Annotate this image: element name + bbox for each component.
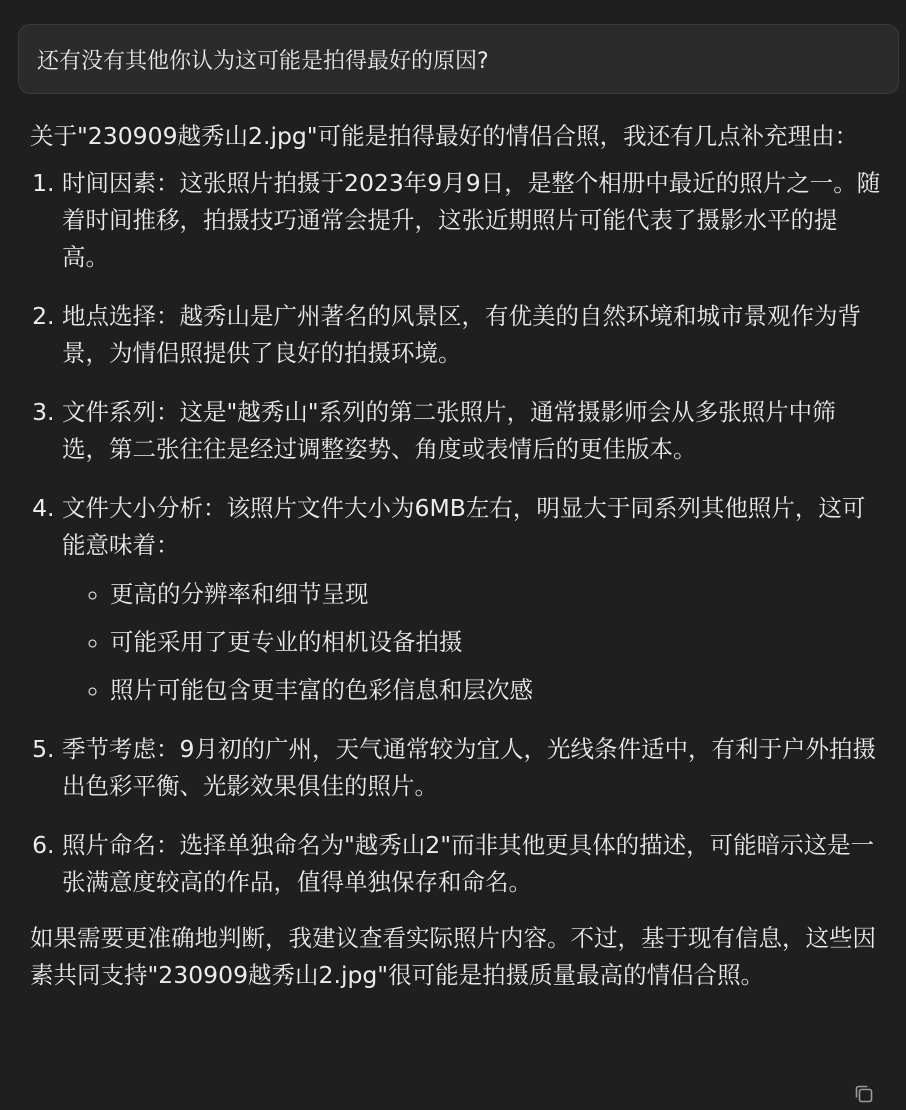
sub-bullet-item: ◦ 可能采用了更专业的相机设备拍摄 [110,624,882,661]
reason-text: 季节考虑：9月初的广州，天气通常较为宜人，光线条件适中，有利于户外拍摄出色彩平衡、光影效果俱佳的照片。 [62,735,876,800]
reason-item [62,165,882,276]
reasons-list [30,165,882,901]
reason-item [62,394,882,468]
reason-item [62,490,882,709]
reason-text: 文件系列：这是"越秀山"系列的第二张照片，通常摄影师会从多张照片中筛选，第二张往往是经过调整姿势、角度或表情后的更佳版本。 [62,398,836,463]
reason-text: 文件大小分析：该照片文件大小为6MB左右，明显大于同系列其他照片，这可能意味着： [62,494,866,559]
reason-text: 照片命名：选择单独命名为"越秀山2"而非其他更具体的描述，可能暗示这是一张满意度较高的作品，值得单独保存和命名。 [62,831,875,896]
copy-icon [852,1082,876,1106]
sub-bullet-item: ◦ 照片可能包含更丰富的色彩信息和层次感 [110,672,882,709]
reason-item [62,731,882,805]
response-closing: 如果需要更准确地判断，我建议查看实际照片内容。不过，基于现有信息，这些因素共同支持"230909越秀山2.jpg"很可能是拍摄质量最高的情侣合照。 [30,924,876,989]
reason-text: 地点选择：越秀山是广州著名的风景区，有优美的自然环境和城市景观作为背景，为情侣照提供了良好的拍摄环境。 [62,302,861,367]
reason-text: 时间因素：这张照片拍摄于2023年9月9日，是整个相册中最近的照片之一。随着时间推移，拍摄技巧通常会提升，这张近期照片可能代表了摄影水平的提高。 [62,169,881,271]
user-message-bubble [18,24,899,94]
user-message-text: 还有没有其他你认为这可能是拍得最好的原因? [37,48,489,74]
copy-button[interactable] [852,1082,876,1106]
response-intro: 关于"230909越秀山2.jpg"可能是拍得最好的情侣合照，我还有几点补充理由： [30,122,859,150]
file-size-sublist [62,576,882,709]
reason-item [62,827,882,901]
assistant-response [30,118,882,994]
sub-bullet-item: ◦ 更高的分辨率和细节呈现 [110,576,882,613]
reason-item [62,298,882,372]
